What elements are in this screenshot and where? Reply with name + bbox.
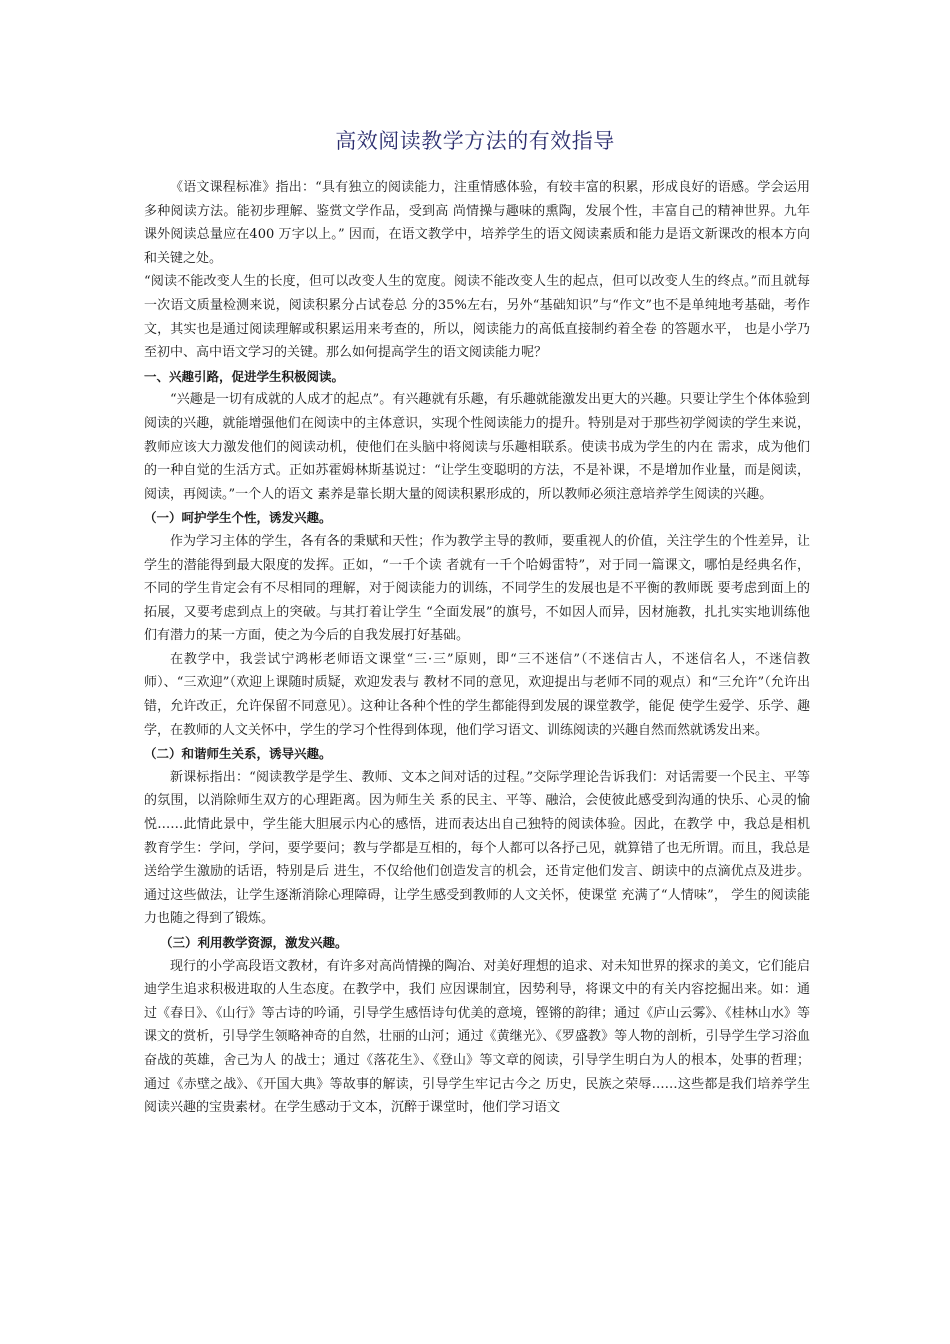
document-title: 高效阅读教学方法的有效指导 bbox=[335, 129, 615, 153]
paragraph: 新课标指出：“阅读教学是学生、教师、文本之间对话的过程。”交际学理论告诉我们：对话需要一个民主、平等的氛围，以消除师生双方的心理距离。因为师生关 系的民主、平等、融洽，会使彼此感受到沟通的快乐、心灵的愉悦……此情此景中，学生能大胆展示内心的感悟，进而表达出自己独特的阅读体验。因此，在教学 中，我总是相机教育学生：学问，学问，要学要问；教与学都是互相的，每个人都可以各抒己见，就算错了也无所谓。而且，我总是送给学生激励的话语，特别是后 进生，不仅给他们创造发言的机会，还肯定他们发言、朗读中的点滴优点及进步。通过这些做法，让学生逐渐消除心理障碍，让学生感受到教师的人文关怀，使课堂 充满了“人情味”， 学生的阅读能力也随之得到了锻炼。 bbox=[144, 769, 810, 927]
paragraph: “兴趣是一切有成就的人成才的起点”。有兴趣就有乐趣，有乐趣就能激发出更大的兴趣。只要让学生个体体验到阅读的兴趣，就能增强他们在阅读中的主体意识，实现个性阅读能力的提升。特别是对于那些初学阅读的学生来说，教师应该大力激发他们的阅读动机，使他们在头脑中将阅读与乐趣相联系。使读书成为学生的内在 需求，成为他们的一种自觉的生活方式。正如苏霍姆林斯基说过：“让学生变聪明的方法，不是补课，不是增加作业量，而是阅读，阅读，再阅读。”一个人的语文 素养是靠长期大量的阅读积累形成的，所以教师必须注意培养学生阅读的兴趣。 bbox=[144, 392, 810, 502]
document-body bbox=[144, 176, 810, 1120]
paragraph: “阅读不能改变人生的长度，但可以改变人生的宽度。阅读不能改变人生的起点，但可以改变人生的终点。”而且就每一次语文质量检测来说，阅读积累分占试卷总 分的35%左右，另外“基础知识”与“作文”也不是单纯地考基础，考作文，其实也是通过阅读理解或积累运用来考查的，所以，阅读能力的高低直接制约着全卷 的答题水平， 也是小学乃至初中、高中语文学习的关键。那么如何提高学生的语文阅读能力呢？ bbox=[144, 274, 810, 361]
paragraph: 现行的小学高段语文教材，有许多对高尚情操的陶冶、对美好理想的追求、对未知世界的探求的美文，它们能启迪学生追求积极进取的人生态度。在教学中，我们 应因课制宜，因势利导，将课文中的有关内容挖掘出来。如：通过《春日》、《山行》等古诗的吟诵，引导学生感悟诗句优美的意境，铿锵的韵律；通过《庐山云雾》、《桂林山水》等课文的赏析，引导学生领略神奇的自然，壮丽的山河；通过《黄继光》、《罗盛教》等人物的剖析，引导学生学习浴血奋战的英雄，舍己为人 的战士；通过《落花生》、《登山》等文章的阅读，引导学生明白为人的根本，处事的哲理；通过《赤壁之战》、《开国大典》等故事的解读，引导学生牢记古今之 历史，民族之荣辱……这些都是我们培养学生阅读兴趣的宝贵素材。在学生感动于文本，沉醉于课堂时，他们学习语文 bbox=[144, 958, 810, 1116]
paragraph: 在教学中，我尝试宁鸿彬老师语文课堂“三·三”原则，即“三不迷信”（不迷信古人，不迷信名人，不迷信教师）、“三欢迎”（欢迎上课随时质疑，欢迎发表与 教材不同的意见，欢迎提出与老师不同的观点）和“三允许”（允许出错，允许改正，允许保留不同意见）。这种让各种个性的学生都能得到发展的课堂教学，能促 使学生爱学、乐学、趣学，在教师的人文关怀中，学生的学习个性得到体现，他们学习语文、训练阅读的兴趣自然而然就诱发出来。 bbox=[144, 651, 810, 738]
section-heading: （二）和谐师生关系，诱导兴趣。 bbox=[144, 746, 332, 762]
paragraph: 作为学习主体的学生，各有各的秉赋和天性；作为教学主导的教师，要重视人的价值，关注学生的个性差异，让学生的潜能得到最大限度的发挥。正如，“一千个读 者就有一千个哈姆雷特”，对于同一篇课文，哪怕是经典名作，不同的学生肯定会有不尽相同的理解，对于阅读能力的训练，不同学生的发展也是不平衡的教师既 要考虑到面上的拓展，又要考虑到点上的突破。与其打着让学生 “全面发展”的旗号，不如因人而异，因材施教，扎扎实实地训练他们有潜力的某一方面，使之为今后的自我发展打好基础。 bbox=[144, 533, 810, 644]
section-heading: （一）呵护学生个性，诱发兴趣。 bbox=[144, 510, 332, 526]
section-heading: （三）利用教学资源，激发兴趣。 bbox=[160, 935, 348, 950]
section-heading: 一、兴趣引路，促进学生积极阅读。 bbox=[144, 368, 345, 384]
paragraph: 《语文课程标准》指出：“具有独立的阅读能力，注重情感体验，有较丰富的积累，形成良好的语感。学会运用多种阅读方法。能初步理解、鉴赏文学作品，受到高 尚情操与趣味的熏陶，发展个性，丰富自己的精神世界。九年课外阅读总量应在400 万字以上。” 因而，在语文教学中，培养学生的语文阅读素质和能力是语文新课改的根本方向和关键之处。 bbox=[144, 180, 810, 266]
